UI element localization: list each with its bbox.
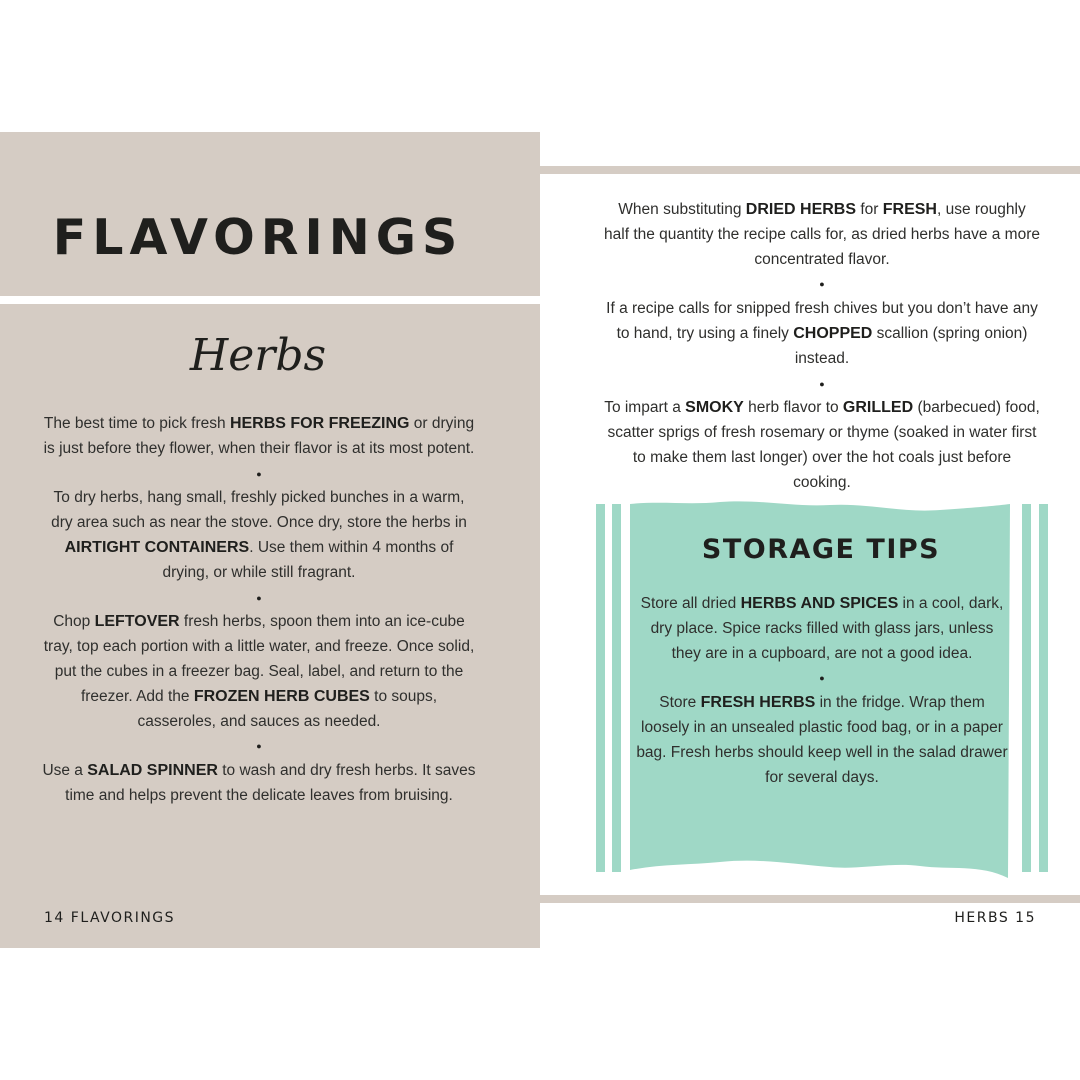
storage-tips-text <box>634 592 1010 790</box>
left-body-text <box>42 412 476 809</box>
bullet-separator: ● <box>256 468 262 479</box>
paragraph <box>604 198 1040 272</box>
text-run: The best time to pick fresh <box>43 415 230 432</box>
bold-keyword: CHOPPED <box>793 324 873 342</box>
text-run: If a recipe calls for snipped fresh chives but you don’t have any to hand, try using a finely <box>606 300 1038 342</box>
bullet-separator: ● <box>819 378 825 389</box>
bold-keyword: FRESH <box>882 201 937 218</box>
bullet-separator: ● <box>819 673 825 684</box>
bullet-separator: ● <box>256 592 262 603</box>
paragraph <box>42 486 476 585</box>
right-body-text <box>604 198 1040 496</box>
text-run: to soups, casseroles, and sauces as needed. <box>137 687 438 730</box>
text-run: . Use them within 4 months of drying, or while still fragrant. <box>162 538 454 581</box>
storage-tips-heading: STORAGE TIPS <box>701 534 941 565</box>
bold-keyword: AIRTIGHT CONTAINERS <box>64 538 250 556</box>
text-run: for <box>856 201 883 218</box>
bold-keyword: HERBS FOR FREEZING <box>229 415 410 432</box>
bullet-separator: ● <box>256 741 262 752</box>
text-run: in the fridge. Wrap them loosely in an unsealed plastic food bag, or in a paper bag. Fresh herbs should keep well in the salad drawer for several days. <box>636 694 1008 786</box>
bullet-separator: ● <box>819 279 825 290</box>
bold-keyword: SALAD SPINNER <box>87 762 218 780</box>
text-run: Store <box>659 694 701 712</box>
page-title: FLAVORINGS <box>52 209 464 266</box>
paragraph <box>42 412 476 462</box>
right-folio: HERBS 15 <box>954 910 1036 926</box>
text-run: herb flavor to <box>743 399 843 417</box>
bold-keyword: DRIED HERBS <box>745 201 857 218</box>
bold-keyword: FROZEN HERB CUBES <box>193 687 370 705</box>
text-run: or drying is just before they flower, when their flavor is at its most potent. <box>43 415 475 457</box>
bold-keyword: GRILLED <box>842 399 914 417</box>
text-run: To impart a <box>604 399 686 417</box>
text-run: Use a <box>42 762 88 780</box>
text-run: When substituting <box>618 201 746 218</box>
bold-keyword: SMOKY <box>685 399 744 417</box>
section-subtitle: Herbs <box>189 330 327 381</box>
text-run: Store all dried <box>640 595 741 612</box>
text-run: To dry herbs, hang small, freshly picked bunches in a warm, dry area such as near the stove. Once dry, store the herbs in <box>51 489 467 532</box>
bold-keyword: HERBS AND SPICES <box>740 595 899 612</box>
paragraph <box>634 691 1010 790</box>
left-folio: 14 FLAVORINGS <box>44 910 176 926</box>
text-run: fresh herbs, spoon them into an ice-cube tray, top each portion with a little water, and freeze. Once solid, put the cubes in a freezer bag. Seal, label, and return to the freezer. Add the <box>43 613 475 705</box>
paragraph <box>42 759 476 809</box>
right-top-rule <box>540 166 1080 174</box>
text-run: , use roughly half the quantity the recipe calls for, as dried herbs have a more concentrated flavor. <box>604 201 1040 268</box>
bold-keyword: FRESH HERBS <box>700 694 816 712</box>
bold-keyword: LEFTOVER <box>94 613 180 631</box>
paragraph <box>604 297 1040 371</box>
paragraph <box>42 610 476 734</box>
text-run: scallion (spring onion) instead. <box>794 324 1028 367</box>
right-bottom-rule <box>540 895 1080 903</box>
text-run: to wash and dry fresh herbs. It saves time and helps prevent the delicate leaves from bruising. <box>65 762 476 804</box>
text-run: in a cool, dark, dry place. Spice racks filled with glass jars, unless they are in a cupboard, are not a good idea. <box>650 595 1004 662</box>
text-run: Chop <box>53 613 95 631</box>
text-run: (barbecued) food, scatter sprigs of fresh rosemary or thyme (soaked in water first to make them last longer) over the hot coals just before cooking. <box>607 399 1040 491</box>
paragraph <box>634 592 1010 666</box>
paragraph <box>604 396 1040 495</box>
